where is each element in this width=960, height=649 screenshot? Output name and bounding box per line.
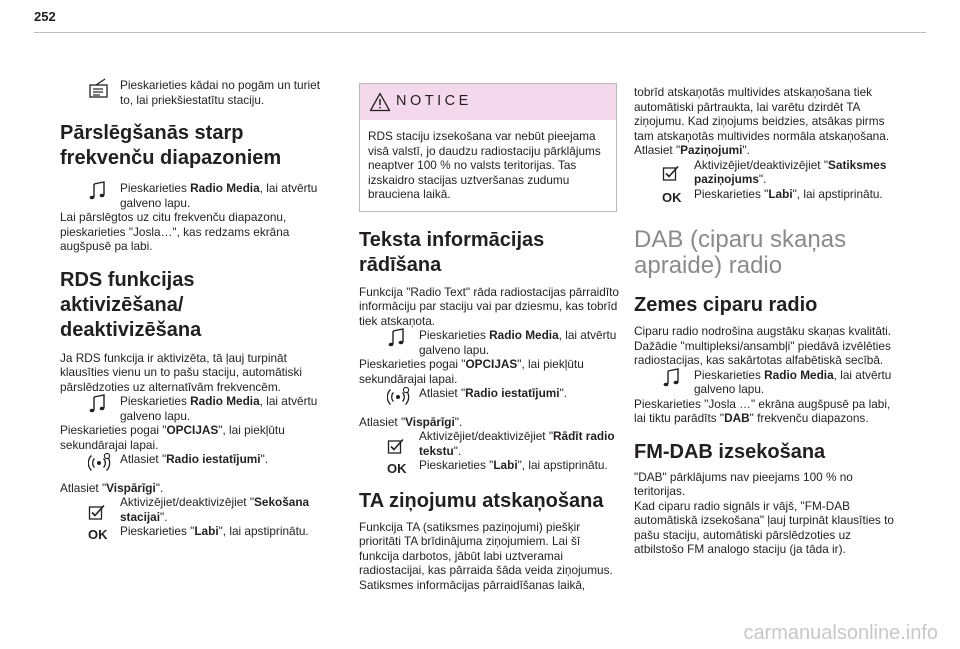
- rds-options-paragraph: Pieskarieties pogai "OPCIJAS", lai piekļūtu sekundārajai lapai.: [60, 423, 285, 452]
- heading-rds: RDS funkcijas aktivizēšana/ deaktivizēšana: [60, 268, 202, 341]
- text-options-paragraph: Pieskarieties pogai "OPCIJAS", lai piekļūtu sekundārajai lapai.: [359, 357, 584, 386]
- checkbox-icon: [387, 437, 409, 457]
- terrestrial-paragraph-2: Dažādie "multipleksi/ansambļi" piedāvā izvēlēties radiostacijas, kas sakārtotas alfabētiskā secībā.: [634, 338, 891, 367]
- footer-watermark: carmanualsonline.info: [743, 622, 938, 644]
- ta-notifications-paragraph: Atlasiet "Paziņojumi".: [634, 143, 750, 157]
- checkbox-icon: [88, 503, 110, 523]
- radio-media-label: Radio Media: [190, 181, 260, 195]
- text-step-settings: Atlasiet "Radio iestatījumi".: [359, 386, 621, 401]
- terrestrial-step: Pieskarieties Radio Media, lai atvērtu galveno lapu.: [634, 368, 896, 397]
- terrestrial-paragraph-1: Ciparu radio nodrošina augstāku skaņas kvalitāti.: [634, 324, 892, 338]
- ok-icon: OK: [88, 527, 108, 542]
- ta-step-activate: Aktivizējiet/deaktivizējiet "Satiksmes paziņojums".: [634, 158, 896, 187]
- heading-fm-dab: FM-DAB izsekošana: [634, 440, 826, 463]
- ta-continuation: tobrīd atskaņotās multivides atskaņošana tiek automātiski pārtraukta, lai varētu dzirdēt TA ziņojumu. Kad ziņojums beidzies, atsākas pirms tam atskaņotās multivides normāla atskaņošana.: [634, 85, 890, 143]
- header-divider: [34, 32, 926, 33]
- page-number: 252: [34, 9, 56, 24]
- text-general-paragraph: Atlasiet "Vispārīgi".: [359, 414, 463, 429]
- fm-dab-paragraph-1: "DAB" pārklājums nav pieejams 100 % no teritorijas.: [634, 469, 853, 498]
- notice-text: RDS staciju izsekošana var nebūt pieejama visā valstī, jo daudzu radiostaciju pārklājums neaptver 100 % no valsts teritorijas. Tas izskaidro stacijas uztveršanas zudumu brauciena laikā.: [368, 129, 601, 201]
- warning-icon: [369, 92, 391, 117]
- heading-ta: TA ziņojumu atskaņošana: [359, 489, 604, 512]
- rds-general-paragraph: Atlasiet "Vispārīgi".: [60, 480, 164, 495]
- preset-text: Pieskarieties kādai no pogām un turiet to, lai priekšiestatītu staciju.: [120, 78, 321, 107]
- rds-paragraph: Ja RDS funkcija ir aktivizēta, tā ļauj turpināt klausīties vienu un to pašu staciju, automātiski pārslēdzoties uz alternatīvām frekvencēm.: [60, 350, 302, 394]
- ok-icon: OK: [662, 189, 682, 205]
- ta-step-ok: OK Pieskarieties "Labi", lai apstiprinātu.: [634, 187, 896, 202]
- heading-band-switch: Pārslēgšanās starp frekvenču diapazoniem: [60, 122, 282, 169]
- heading-dab: DAB (ciparu skaņas apraide) radio: [634, 226, 847, 279]
- switch-step: Pieskarieties Radio Media, lai atvērtu galveno lapu.: [60, 181, 322, 210]
- rds-step-activate: Aktivizējiet/deaktivizējiet "Sekošana stacijai".: [60, 495, 322, 524]
- rds-step-ok: OK Pieskarieties "Labi", lai apstiprinātu.: [60, 524, 322, 539]
- notice-title: NOTICE: [396, 93, 472, 109]
- heading-terrestrial: Zemes ciparu radio: [634, 294, 818, 316]
- switch-paragraph: Lai pārslēgtos uz citu frekvenču diapazonu, pieskarieties "Josla…", kas redzams ekrāna augšpusē pa labi.: [60, 210, 290, 253]
- rds-step-settings: Atlasiet "Radio iestatījumi".: [60, 452, 322, 467]
- radio-settings-icon: [387, 386, 409, 406]
- text-step-activate: Aktivizējiet/deaktivizējiet "Rādīt radio tekstu".: [359, 429, 621, 458]
- music-note-icon: [88, 181, 110, 201]
- text-step-radio-media: Pieskarieties Radio Media, lai atvērtu galveno lapu.: [359, 328, 621, 357]
- rds-step-radio-media: Pieskarieties Radio Media, lai atvērtu galveno lapu.: [60, 394, 322, 423]
- column-3: [634, 85, 896, 557]
- notice-box: [359, 83, 617, 212]
- text-info-paragraph: Funkcija "Radio Text" rāda radiostacijas pārraidīto informāciju par staciju vai par dziesmu, kas tobrīd tiek atskaņota.: [359, 284, 619, 328]
- radio-settings-icon: [88, 452, 110, 472]
- music-note-icon: [88, 394, 110, 414]
- column-1: [60, 78, 322, 542]
- ta-paragraph: Funkcija TA (satiksmes paziņojumi) piešķir prioritāti TA brīdinājuma ziņojumiem. Lai šī funkcija darbotos, jābūt labi uztveramai radiostacijai, kas pārraida šāda veida ziņojumus. Satiksmes informācijas pārraidīšanas laikā,: [359, 519, 613, 592]
- music-note-icon: [387, 328, 409, 348]
- ok-icon: OK: [387, 461, 407, 476]
- music-note-icon: [662, 368, 684, 388]
- terrestrial-paragraph-3: Pieskarieties "Josla …" ekrāna augšpusē pa labi, lai tiktu parādīts "DAB" frekvenču diapazons.: [634, 396, 891, 425]
- preset-step: [60, 78, 322, 107]
- fm-dab-paragraph-2: Kad ciparu radio signāls ir vājš, "FM-DAB automātiskā izsekošana" ļauj turpināt klausīties to pašu staciju, automātiski pārslēdzoties uz atbilstošo FM analogo staciju (ja tāda ir).: [634, 498, 894, 556]
- text-step-ok: OK Pieskarieties "Labi", lai apstiprinātu.: [359, 458, 621, 473]
- column-2: [359, 83, 621, 592]
- radio-list-icon: [88, 78, 110, 98]
- checkbox-icon: [662, 164, 684, 184]
- notice-header: [360, 84, 616, 120]
- heading-text-info: Teksta informācijas rādīšana: [359, 228, 545, 276]
- notice-body: [360, 120, 616, 211]
